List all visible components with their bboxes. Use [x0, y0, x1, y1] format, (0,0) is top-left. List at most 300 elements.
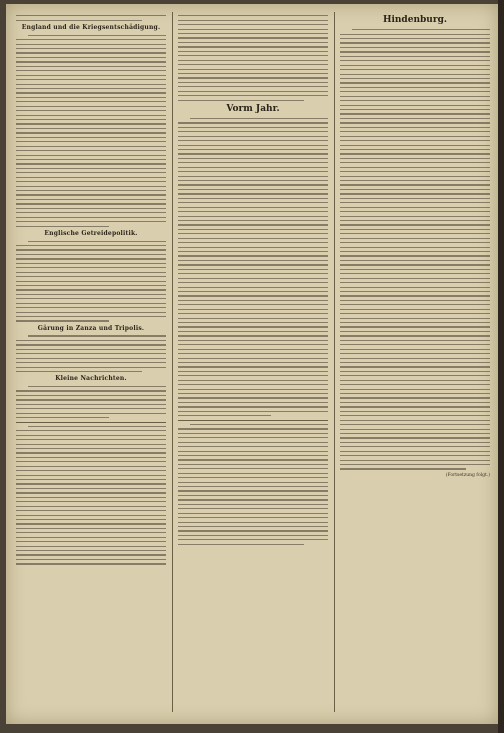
text-line [16, 172, 166, 173]
text-line [16, 92, 166, 93]
text-line [16, 181, 166, 182]
text-line [16, 307, 166, 308]
text-line [16, 115, 166, 116]
text-line [340, 389, 490, 390]
left-heading-1: England und die Kriegsentschädigung. [21, 23, 161, 31]
text-line [178, 193, 328, 194]
text-line [340, 51, 490, 52]
text-line [340, 42, 490, 43]
text-line [16, 217, 166, 218]
text-line [16, 452, 166, 453]
text-line [340, 468, 466, 469]
text-line [340, 291, 490, 292]
text-line [178, 415, 271, 416]
text-line [178, 393, 328, 394]
text-line [340, 34, 490, 35]
text-line [178, 309, 328, 310]
text-line [16, 132, 166, 133]
text-line [340, 433, 490, 434]
text-line [16, 39, 166, 40]
text-line [178, 437, 328, 438]
text-line [16, 399, 166, 400]
text-line [340, 282, 490, 283]
text-line [340, 180, 490, 181]
text-line [16, 208, 166, 209]
text-line [178, 242, 328, 243]
text-line [16, 212, 166, 213]
text-line [16, 289, 166, 290]
text-line [340, 100, 490, 101]
text-line [16, 519, 166, 520]
text-line [16, 226, 109, 227]
text-line [340, 109, 490, 110]
text-line [178, 153, 328, 154]
text-line [16, 515, 166, 516]
text-line [16, 320, 109, 321]
text-line [178, 477, 328, 478]
text-line [16, 84, 166, 85]
text-line [16, 312, 166, 313]
text-line [178, 238, 328, 239]
text-line [16, 123, 166, 124]
text-line [340, 149, 490, 150]
text-line [16, 281, 166, 282]
text-line [352, 29, 490, 30]
text-line [340, 82, 490, 83]
text-line [340, 437, 490, 438]
text-line [16, 44, 166, 45]
text-line [16, 510, 166, 511]
text-line [178, 55, 328, 56]
text-line [16, 190, 166, 191]
text-line [178, 428, 328, 429]
text-line [340, 287, 490, 288]
text-line [178, 131, 328, 132]
text-line [340, 411, 490, 412]
text-line [340, 460, 490, 461]
text-line [178, 406, 328, 407]
left-heading-4: Kleine Nachrichten. [55, 375, 127, 383]
text-line [340, 127, 490, 128]
text-line [340, 113, 490, 114]
text-line [340, 193, 490, 194]
text-line [340, 358, 490, 359]
text-line [16, 258, 166, 259]
text-line [16, 97, 166, 98]
text-line [16, 532, 166, 533]
text-line [16, 128, 166, 129]
text-line [340, 384, 490, 385]
text-line [16, 119, 166, 120]
text-line [340, 322, 490, 323]
text-line [178, 140, 328, 141]
text-line [178, 211, 328, 212]
text-line [178, 358, 328, 359]
text-line [16, 559, 166, 560]
text-line [16, 303, 166, 304]
text-line [178, 264, 328, 265]
text-line [340, 260, 490, 261]
text-line [340, 451, 490, 452]
text-line [16, 523, 166, 524]
text-line [340, 375, 490, 376]
text-line [178, 82, 328, 83]
text-line [16, 245, 166, 246]
text-line [340, 300, 490, 301]
text-line [16, 75, 166, 76]
text-line [178, 318, 328, 319]
text-line [178, 29, 328, 30]
text-line [16, 497, 166, 498]
text-line [178, 380, 328, 381]
text-line [178, 46, 328, 47]
text-line [178, 291, 328, 292]
text-line [178, 455, 328, 456]
text-line [178, 411, 328, 412]
text-line [178, 189, 328, 190]
text-line [16, 448, 166, 449]
text-line [16, 492, 166, 493]
text-line [16, 203, 166, 204]
text-line [16, 444, 166, 445]
text-line [178, 64, 328, 65]
text-line [16, 435, 166, 436]
text-line [340, 331, 490, 332]
text-line [178, 176, 328, 177]
text-line [178, 331, 328, 332]
text-line [340, 69, 490, 70]
text-line [340, 242, 490, 243]
text-line [16, 70, 166, 71]
text-line [340, 309, 490, 310]
text-line [178, 451, 328, 452]
text-line [178, 171, 328, 172]
text-line [340, 269, 490, 270]
text-line [340, 380, 490, 381]
text-line [340, 189, 490, 190]
text-line [340, 273, 490, 274]
text-line [178, 251, 328, 252]
text-line [16, 88, 166, 89]
text-line [178, 459, 328, 460]
text-line [178, 15, 328, 16]
text-line [16, 537, 166, 538]
text-line [178, 442, 328, 443]
text-line [178, 539, 328, 540]
text-line [16, 479, 166, 480]
text-line [16, 15, 166, 16]
middle-heading-1: Vorm Jahr. [226, 103, 280, 114]
text-line [178, 167, 328, 168]
text-line [178, 91, 328, 92]
text-line [16, 57, 166, 58]
text-line [28, 426, 166, 427]
text-line [178, 486, 328, 487]
column-rule-right [334, 12, 335, 712]
continuation-note: (Fortsetzung folgt.) [445, 472, 490, 478]
text-line [178, 295, 328, 296]
text-line [16, 349, 166, 350]
text-line [16, 159, 166, 160]
text-line [178, 375, 328, 376]
column-rule-left [172, 12, 173, 712]
text-line [340, 420, 490, 421]
text-line [178, 464, 328, 465]
text-line [178, 371, 328, 372]
text-line [340, 202, 490, 203]
text-line [340, 442, 490, 443]
left-column [16, 12, 166, 717]
text-line [178, 273, 328, 274]
text-line [16, 340, 166, 341]
text-line [16, 155, 166, 156]
text-line [16, 272, 166, 273]
page-binding-edge [498, 0, 504, 733]
text-line [340, 38, 490, 39]
text-line [340, 371, 490, 372]
text-line [16, 316, 166, 317]
text-line [178, 42, 328, 43]
text-line [178, 77, 328, 78]
text-line [16, 541, 166, 542]
text-line [178, 260, 328, 261]
text-line [178, 207, 328, 208]
text-line [178, 73, 328, 74]
text-line [178, 522, 328, 523]
text-line [340, 211, 490, 212]
text-line [178, 508, 328, 509]
text-line [340, 366, 490, 367]
text-line [178, 313, 328, 314]
text-line [16, 110, 166, 111]
text-line [16, 501, 166, 502]
text-line [178, 180, 328, 181]
text-line [340, 216, 490, 217]
text-line [178, 60, 328, 61]
text-line [16, 417, 109, 418]
text-line [340, 122, 490, 123]
text-line [190, 118, 328, 119]
text-line [16, 457, 166, 458]
text-line [178, 482, 328, 483]
text-line [178, 490, 328, 491]
text-line [178, 366, 328, 367]
text-line [340, 464, 490, 465]
text-line [16, 61, 166, 62]
text-line [16, 554, 166, 555]
text-line [16, 177, 166, 178]
text-line [178, 389, 328, 390]
text-line [16, 362, 166, 363]
text-line [178, 145, 328, 146]
text-line [340, 136, 490, 137]
text-line [178, 162, 328, 163]
text-line [178, 535, 328, 536]
text-line [340, 304, 490, 305]
text-line [340, 167, 490, 168]
left-heading-2: Englische Getreidepolitik. [44, 229, 138, 237]
text-line [16, 344, 166, 345]
text-line [178, 233, 328, 234]
text-line [178, 51, 328, 52]
text-line [340, 255, 490, 256]
text-line [340, 353, 490, 354]
text-line [178, 304, 328, 305]
text-line [340, 229, 490, 230]
text-line [340, 171, 490, 172]
text-line [340, 344, 490, 345]
text-line [340, 295, 490, 296]
text-line [16, 563, 166, 564]
text-line [16, 137, 166, 138]
text-line [178, 247, 328, 248]
text-line [178, 69, 328, 70]
text-line [340, 326, 490, 327]
text-line [178, 344, 328, 345]
text-line [178, 255, 328, 256]
text-line [178, 86, 328, 87]
text-line [340, 233, 490, 234]
text-line [178, 158, 328, 159]
text-line [178, 95, 328, 96]
text-line [178, 282, 328, 283]
text-line [178, 216, 328, 217]
text-line [340, 402, 490, 403]
text-line [178, 229, 328, 230]
text-line [178, 530, 328, 531]
text-line [340, 47, 490, 48]
text-line [340, 78, 490, 79]
text-line [178, 517, 328, 518]
text-line [178, 127, 328, 128]
text-line [16, 79, 166, 80]
text-line [178, 220, 328, 221]
text-line [178, 20, 328, 21]
text-line [340, 406, 490, 407]
text-line [178, 468, 328, 469]
text-line [340, 424, 490, 425]
text-line [178, 269, 328, 270]
text-line [340, 118, 490, 119]
column-divider [178, 420, 328, 421]
column-divider [16, 422, 166, 423]
text-line [340, 220, 490, 221]
text-line [16, 506, 166, 507]
text-line [16, 150, 166, 151]
text-line [340, 313, 490, 314]
text-line [16, 483, 166, 484]
text-line [16, 52, 166, 53]
text-line [16, 66, 166, 67]
text-line [16, 146, 166, 147]
text-line [340, 145, 490, 146]
text-line [178, 300, 328, 301]
text-line [340, 393, 490, 394]
text-line [340, 96, 490, 97]
text-line [178, 473, 328, 474]
text-line [340, 455, 490, 456]
text-line [340, 238, 490, 239]
text-line [178, 362, 328, 363]
text-line [16, 408, 166, 409]
text-line [16, 194, 166, 195]
right-column [340, 12, 490, 717]
text-line [178, 504, 328, 505]
text-line [178, 287, 328, 288]
text-line [340, 140, 490, 141]
text-line [16, 488, 166, 489]
text-line [16, 298, 166, 299]
text-line [340, 184, 490, 185]
text-line [340, 224, 490, 225]
newspaper-page [6, 4, 498, 724]
text-line [16, 106, 166, 107]
text-line [16, 163, 166, 164]
text-line [340, 87, 490, 88]
text-line [340, 158, 490, 159]
text-line [340, 153, 490, 154]
text-line [16, 199, 166, 200]
text-line [178, 433, 328, 434]
text-line [340, 397, 490, 398]
text-line [16, 263, 166, 264]
text-line [178, 384, 328, 385]
text-line [178, 353, 328, 354]
text-line [340, 340, 490, 341]
text-line [16, 528, 166, 529]
text-line [16, 546, 166, 547]
text-line [178, 122, 328, 123]
text-line [16, 20, 142, 21]
text-line [16, 461, 166, 462]
text-line [16, 371, 142, 372]
text-line [16, 294, 166, 295]
text-line [16, 285, 166, 286]
text-line [28, 241, 166, 242]
text-line [340, 74, 490, 75]
text-line [340, 264, 490, 265]
text-line [16, 367, 166, 368]
middle-column [178, 12, 328, 717]
text-line [190, 424, 328, 425]
text-line [16, 267, 166, 268]
text-line [28, 35, 166, 36]
text-line [178, 544, 304, 545]
text-line [178, 322, 328, 323]
text-line [340, 318, 490, 319]
text-line [16, 470, 166, 471]
text-line [178, 33, 328, 34]
text-line [178, 100, 304, 101]
text-line [340, 176, 490, 177]
left-heading-3: Gärung in Zanza und Tripolis. [37, 324, 145, 332]
text-line [178, 349, 328, 350]
text-line [340, 415, 490, 416]
text-line [178, 202, 328, 203]
text-line [16, 353, 166, 354]
text-line [340, 198, 490, 199]
text-line [178, 526, 328, 527]
text-line [178, 136, 328, 137]
text-line [16, 430, 166, 431]
text-line [178, 37, 328, 38]
text-line [16, 358, 166, 359]
text-line [340, 105, 490, 106]
text-line [340, 56, 490, 57]
text-line [178, 513, 328, 514]
text-line [178, 184, 328, 185]
text-line [16, 395, 166, 396]
